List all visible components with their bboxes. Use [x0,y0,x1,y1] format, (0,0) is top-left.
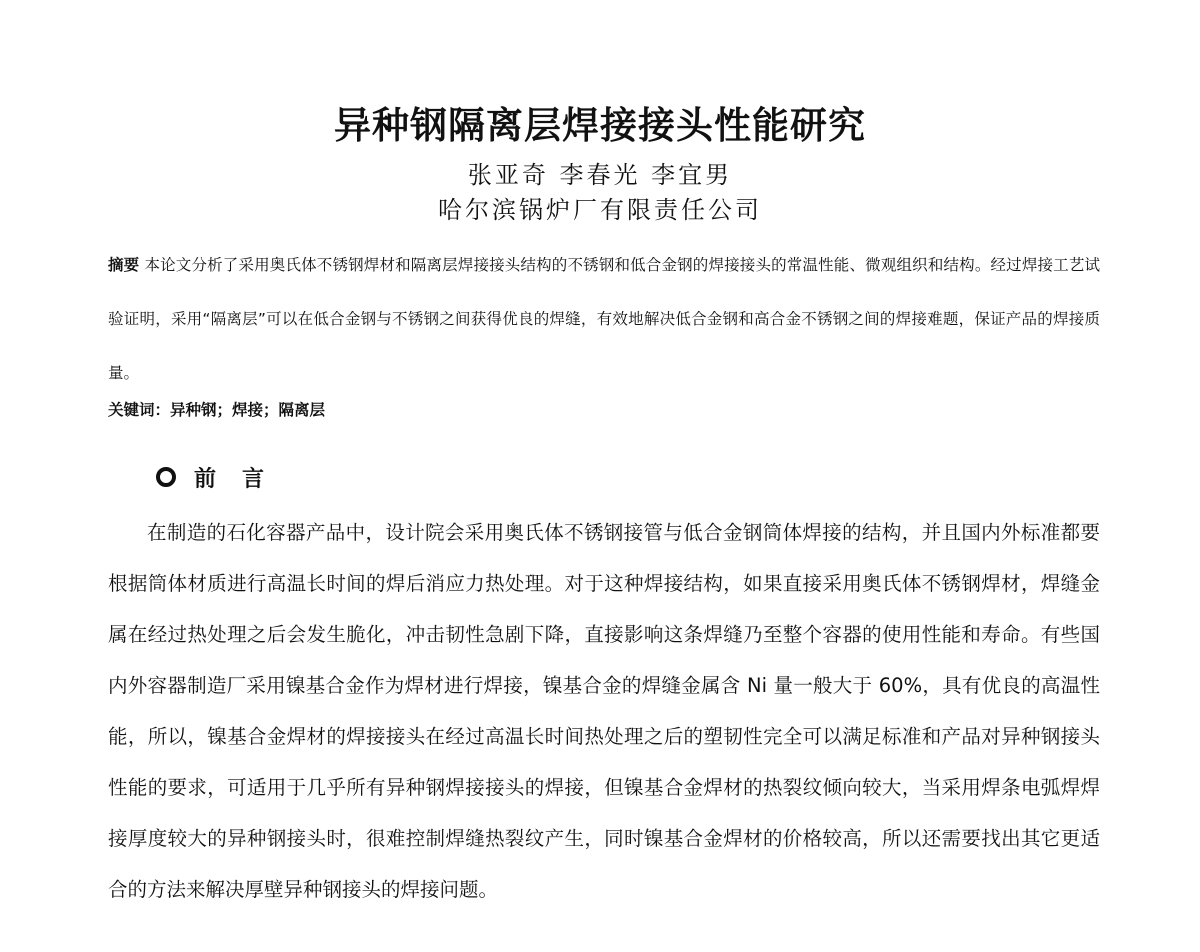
paper-title: 异种钢隔离层焊接接头性能研究 [334,104,866,147]
abstract-text: 本论文分析了采用奥氏体不锈钢焊材和隔离层焊接接头结构的不锈钢和低合金钢的焊接接头的常温性能、微观组织和结构。经过焊接工艺试验证明，采用“隔离层”可以在低合金钢与不锈钢之间获得优良的焊缝，有效地解决低合金钢和高合金不锈钢之间的焊接难题，保证产品的焊接质量。 [108,256,1100,382]
paper-authors: 张亚奇 李春光 李宜男 [467,161,733,189]
abstract-block [108,238,1100,400]
section-title: 前言 [194,466,291,492]
paper-affiliation: 哈尔滨锅炉厂有限责任公司 [438,196,762,224]
section-heading [156,460,290,494]
keywords-block [108,395,1100,425]
keywords-label: 关键词： [108,401,171,419]
body-paragraph: 在制造的石化容器产品中，设计院会采用奥氏体不锈钢接管与低合金钢筒体焊接的结构，并且国内外标准都要根据筒体材质进行高温长时间的焊后消应力热处理。对于这种焊接结构，如果直接采用奥氏体不锈钢焊材，焊缝金属在经过热处理之后会发生脆化，冲击韧性急剧下降，直接影响这条焊缝乃至整个容器的使用性能和寿命。有些国内外容器制造厂采用镍基合金作为焊材进行焊接，镍基合金的焊缝金属含 Ni 量一般大于 60%，具有优良的高温性能，所以，镍基合金焊材的焊接接头在经过高温长时间热处理之后的塑韧性完全可以满足标准和产品对异种钢接头性能的要求，可适用于几乎所有异种钢焊接接头的焊接，但镍基合金焊材的热裂纹倾向较大，当采用焊条电弧焊焊接厚度较大的异种钢接头时，很难控制焊缝热裂纹产生，同时镍基合金焊材的价格较高，所以还需要找出其它更适合的方法来解决厚壁异种钢接头的焊接问题。 [108,521,1100,901]
abstract-label: 摘要 [108,256,140,274]
circle-bullet-icon [156,467,176,487]
keywords-text: 异种钢；焊接；隔离层 [170,401,326,419]
